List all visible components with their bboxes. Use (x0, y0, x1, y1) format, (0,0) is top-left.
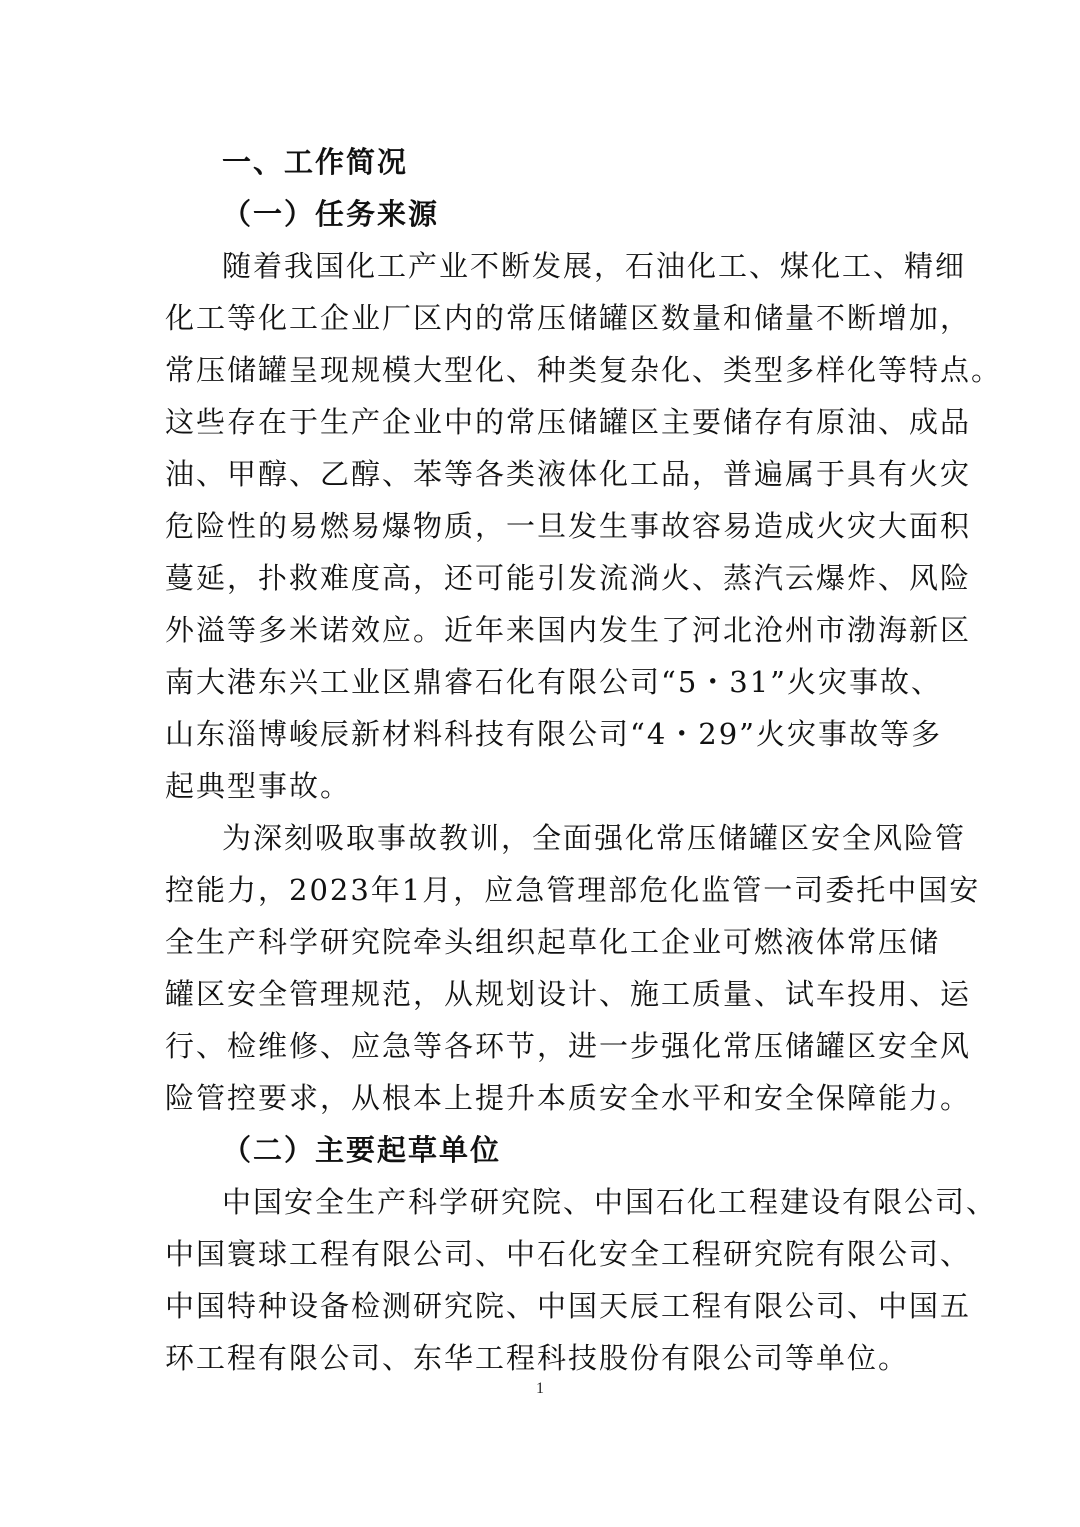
paragraph-line: 全生产科学研究院牵头组织起草化工企业可燃液体常压储 (165, 925, 941, 959)
subsection-heading-drafting-units: （二）主要起草单位 (222, 1133, 502, 1167)
paragraph-line: 控能力，2023年1月，应急管理部危化监管一司委托中国安 (165, 873, 981, 907)
paragraph-purpose (165, 812, 981, 1124)
section-heading: 一、工作简况 (222, 145, 409, 179)
paragraph-line: 油、甲醇、乙醇、苯等各类液体化工品，普遍属于具有火灾 (165, 457, 972, 491)
paragraph-line: 险管控要求，从根本上提升本质安全水平和安全保障能力。 (165, 1081, 972, 1115)
paragraph-line: 起典型事故。 (165, 769, 352, 803)
paragraph-drafting-units (165, 1176, 998, 1384)
paragraph-line: 行、检维修、应急等各环节，进一步强化常压储罐区安全风 (165, 1029, 972, 1063)
paragraph-line: 中国寰球工程有限公司、中石化安全工程研究院有限公司、 (165, 1237, 972, 1271)
paragraph-line: 蔓延，扑救难度高，还可能引发流淌火、蒸汽云爆炸、风险 (165, 561, 972, 595)
subsection-heading-task-source: （一）任务来源 (222, 197, 440, 231)
paragraph-line: 罐区安全管理规范，从规划设计、施工质量、试车投用、运 (165, 977, 972, 1011)
paragraph-task-source (165, 240, 1003, 812)
paragraph-line: 外溢等多米诺效应。近年来国内发生了河北沧州市渤海新区 (165, 613, 972, 647)
paragraph-line: 危险性的易燃易爆物质，一旦发生事故容易造成火灾大面积 (165, 509, 972, 543)
paragraph-line: 随着我国化工产业不断发展，石油化工、煤化工、精细 (222, 249, 967, 283)
page-number: 1 (536, 1380, 544, 1397)
paragraph-line: 中国特种设备检测研究院、中国天辰工程有限公司、中国五 (165, 1289, 972, 1323)
paragraph-line: 化工等化工企业厂区内的常压储罐区数量和储量不断增加， (165, 301, 972, 335)
paragraph-line: 南大港东兴工业区鼎睿石化有限公司“5・31”火灾事故、 (165, 665, 943, 699)
document-body (165, 136, 1003, 1384)
paragraph-line: 中国安全生产科学研究院、中国石化工程建设有限公司、 (222, 1185, 998, 1219)
paragraph-line: 为深刻吸取事故教训，全面强化常压储罐区安全风险管 (222, 821, 967, 855)
paragraph-line: 这些存在于生产企业中的常压储罐区主要储存有原油、成品 (165, 405, 972, 439)
paragraph-line: 环工程有限公司、东华工程科技股份有限公司等单位。 (165, 1341, 910, 1375)
paragraph-line: 山东淄博峻辰新材料科技有限公司“4・29”火灾事故等多 (165, 717, 943, 751)
paragraph-line: 常压储罐呈现规模大型化、种类复杂化、类型多样化等特点。 (165, 353, 1003, 387)
